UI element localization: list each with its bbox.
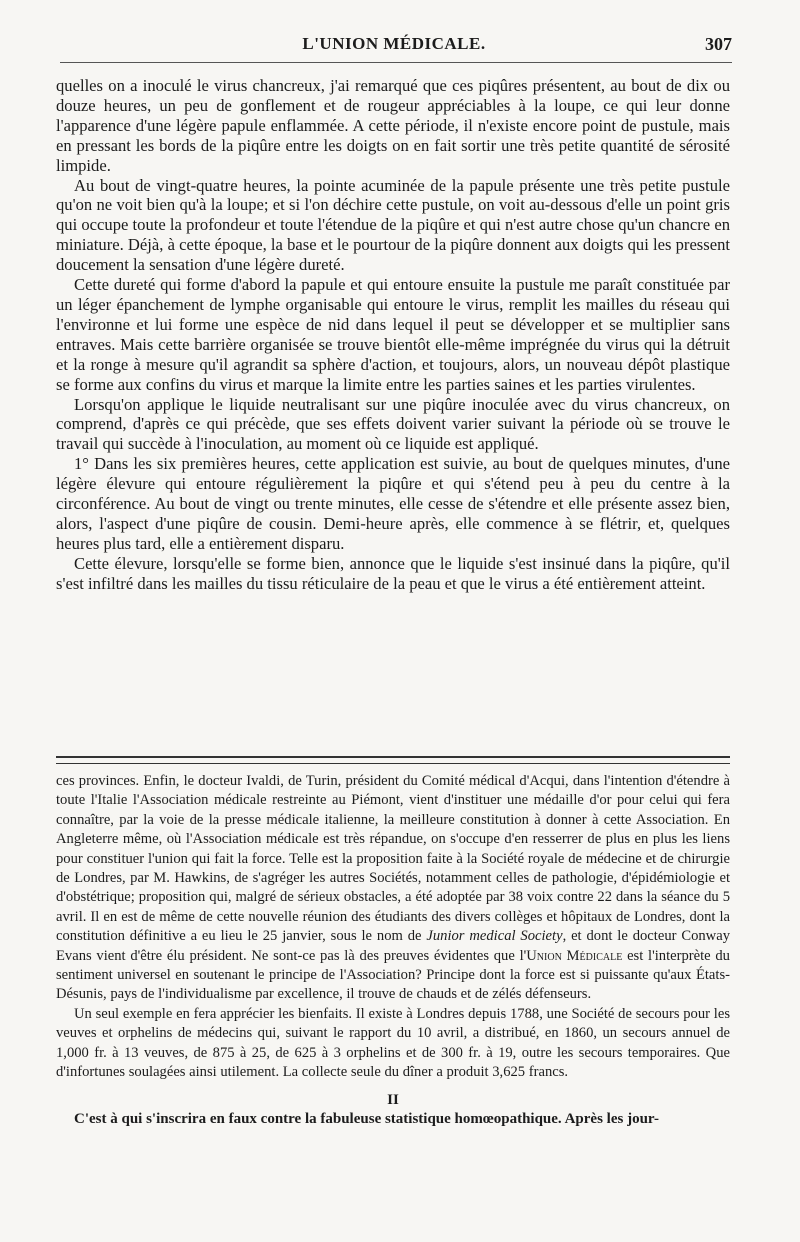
- feuilleton-paragraph: Un seul exemple en fera apprécier les bienfaits. Il existe à Londres depuis 1788, une Société de secours pour les veuves et orphelins de médecins qui, suivant le rapport du 10 avril, a distribué, en 1860, un secours annuel de 1,000 fr. à 13 veuves, de 875 à 25, de 625 à 3 orphelins et de 300 fr. à 19, outre les secours temporaires. Que d'infortunes soulagées ainsi utilement. La collecte seule du dîner a produit 3,625 francs.: [56, 1005, 730, 1081]
- paragraph: 1° Dans les six premières heures, cette application est suivie, au bout de quelques minutes, d'une légère élevure qui entoure régulièrement la piqûre et qui s'étend peu à peu du centre à la circonférence. Au bout de vingt ou trente minutes, elle cesse de s'étendre et elle présente assez bien, alors, l'aspect d'une piqûre de cousin. Demi-heure après, elle commence à se flétrir, et, quelques heures plus tard, elle a entièrement disparu.: [56, 454, 730, 553]
- society-name: Junior medical Society: [426, 928, 563, 945]
- paragraph: Cette dureté qui forme d'abord la papule et qui entoure ensuite la pustule me paraît constituée par un léger épanchement de lymphe organisable qui entoure le virus, remplit les mailles du réseau qui l'environne et lui forme une espèce de nid dans lequel il peut se développer et se multiplier sans entraves. Mais cette barrière organisée se trouve bientôt elle-même imprégnée du virus qui la détruit et la ronge à mesure qu'il agrandit sa sphère d'action, et toujours, alors, un nouveau dépôt plastique se forme aux confins du virus et marque la limite entre les parties saines et les parties virulentes.: [56, 275, 730, 394]
- paragraph: Lorsqu'on applique le liquide neutralisant sur une piqûre inoculée avec du virus chancreux, on comprend, d'après ce qui précède, que ses effets doivent varier suivant la période où se trouve le travail qui succède à l'inoculation, au moment où ce liquide est appliqué.: [56, 394, 730, 454]
- feuilleton-paragraph: [56, 772, 730, 1005]
- running-header: [56, 34, 732, 60]
- text-run: ces provinces. Enfin, le docteur Ivaldi, de Turin, président du Comité médical d'Acqui, dans l'intention d'étendre à toute l'Italie l'Association médicale restreinte au Piémont, vient d'instituer une médaille d'or pour celui qui fera connaître, par la voie de la presse médicale italienne, la meilleure constitution à donner à cette Association. En Angleterre même, où l'Association médicale est très répandue, on s'occupe d'en resserrer de plus en plus les liens pour constituer l'union qui fait la force. Telle est la proposition faite à la Société royale de médecine et de chirurgie de Londres, par M. Hawkins, de s'agréger les autres Sociétés, notamment celles de pathologie, d'épidémiologie et d'obstétrique; proposition qui, malgré de sérieux obstacles, a été adoptée par 38 voix contre 22 dans la séance du 5 avril. Il en est de même de cette nouvelle réunion des étudiants des divers collèges et hôpitaux de Londres, dont la constitution définitive a eu lieu le 25 janvier, sous le nom de: [56, 773, 730, 945]
- paragraph: Au bout de vingt-quatre heures, la pointe acuminée de la papule présente une très petite pustule qu'on ne voit bien qu'à la loupe; et si l'on déchire cette pustule, on voit au-dessous d'elle un point gris qui occupe toute la profondeur et toute l'étendue de la piqûre et qui n'est autre chose qu'un chancre en miniature. Déjà, à cette époque, la base et le pourtour de la piqûre donnent aux doigts qui les pressent doucement la sensation d'une légère dureté.: [56, 175, 730, 275]
- text-run: , et dont le docteur Conway Evans vient d'être élu président. Ne sont-ce pas là des preuves évidentes que l': [56, 928, 730, 964]
- paragraph: quelles on a inoculé le virus chancreux, j'ai remarqué que ces piqûres présentent, au bout de dix ou douze heures, un peu de gonflement et de rougeur appréciables à la loupe, ce qui leur donne l'apparence d'une légère papule enflammée. A cette période, il n'existe encore point de pustule, mais en pressant les bords de la piqûre entre les doigts on en fait sortir une très petite quantité de sérosité limpide.: [56, 76, 730, 175]
- section-numeral: II: [387, 1091, 399, 1108]
- feuilleton-paragraph: C'est à qui s'inscrira en faux contre la fabuleuse statistique homœopathique. Après les jour-: [74, 1110, 660, 1127]
- journal-name: Union Médicale: [526, 947, 623, 964]
- feuilleton-section: [56, 772, 730, 1129]
- feuilleton-divider: [56, 756, 730, 764]
- journal-title: L'UNION MÉDICALE.: [302, 34, 486, 53]
- header-rule: [60, 62, 732, 63]
- text-run: est l'interprète du sentiment universel en soutenant le principe de l'Association? Principe dont la force est si puissante qu'aux États-Désunis, pays de l'individualisme par excellence, il trouve de chauds et de zélés défenseurs.: [56, 947, 730, 1003]
- page-number: 307: [705, 34, 732, 54]
- paragraph: Cette élevure, lorsqu'elle se forme bien, annonce que le liquide s'est insinué dans la piqûre, qu'il s'est infiltré dans les mailles du tissu réticulaire de la peau et que le virus a été entièrement atteint.: [56, 553, 730, 593]
- main-article: [56, 76, 730, 594]
